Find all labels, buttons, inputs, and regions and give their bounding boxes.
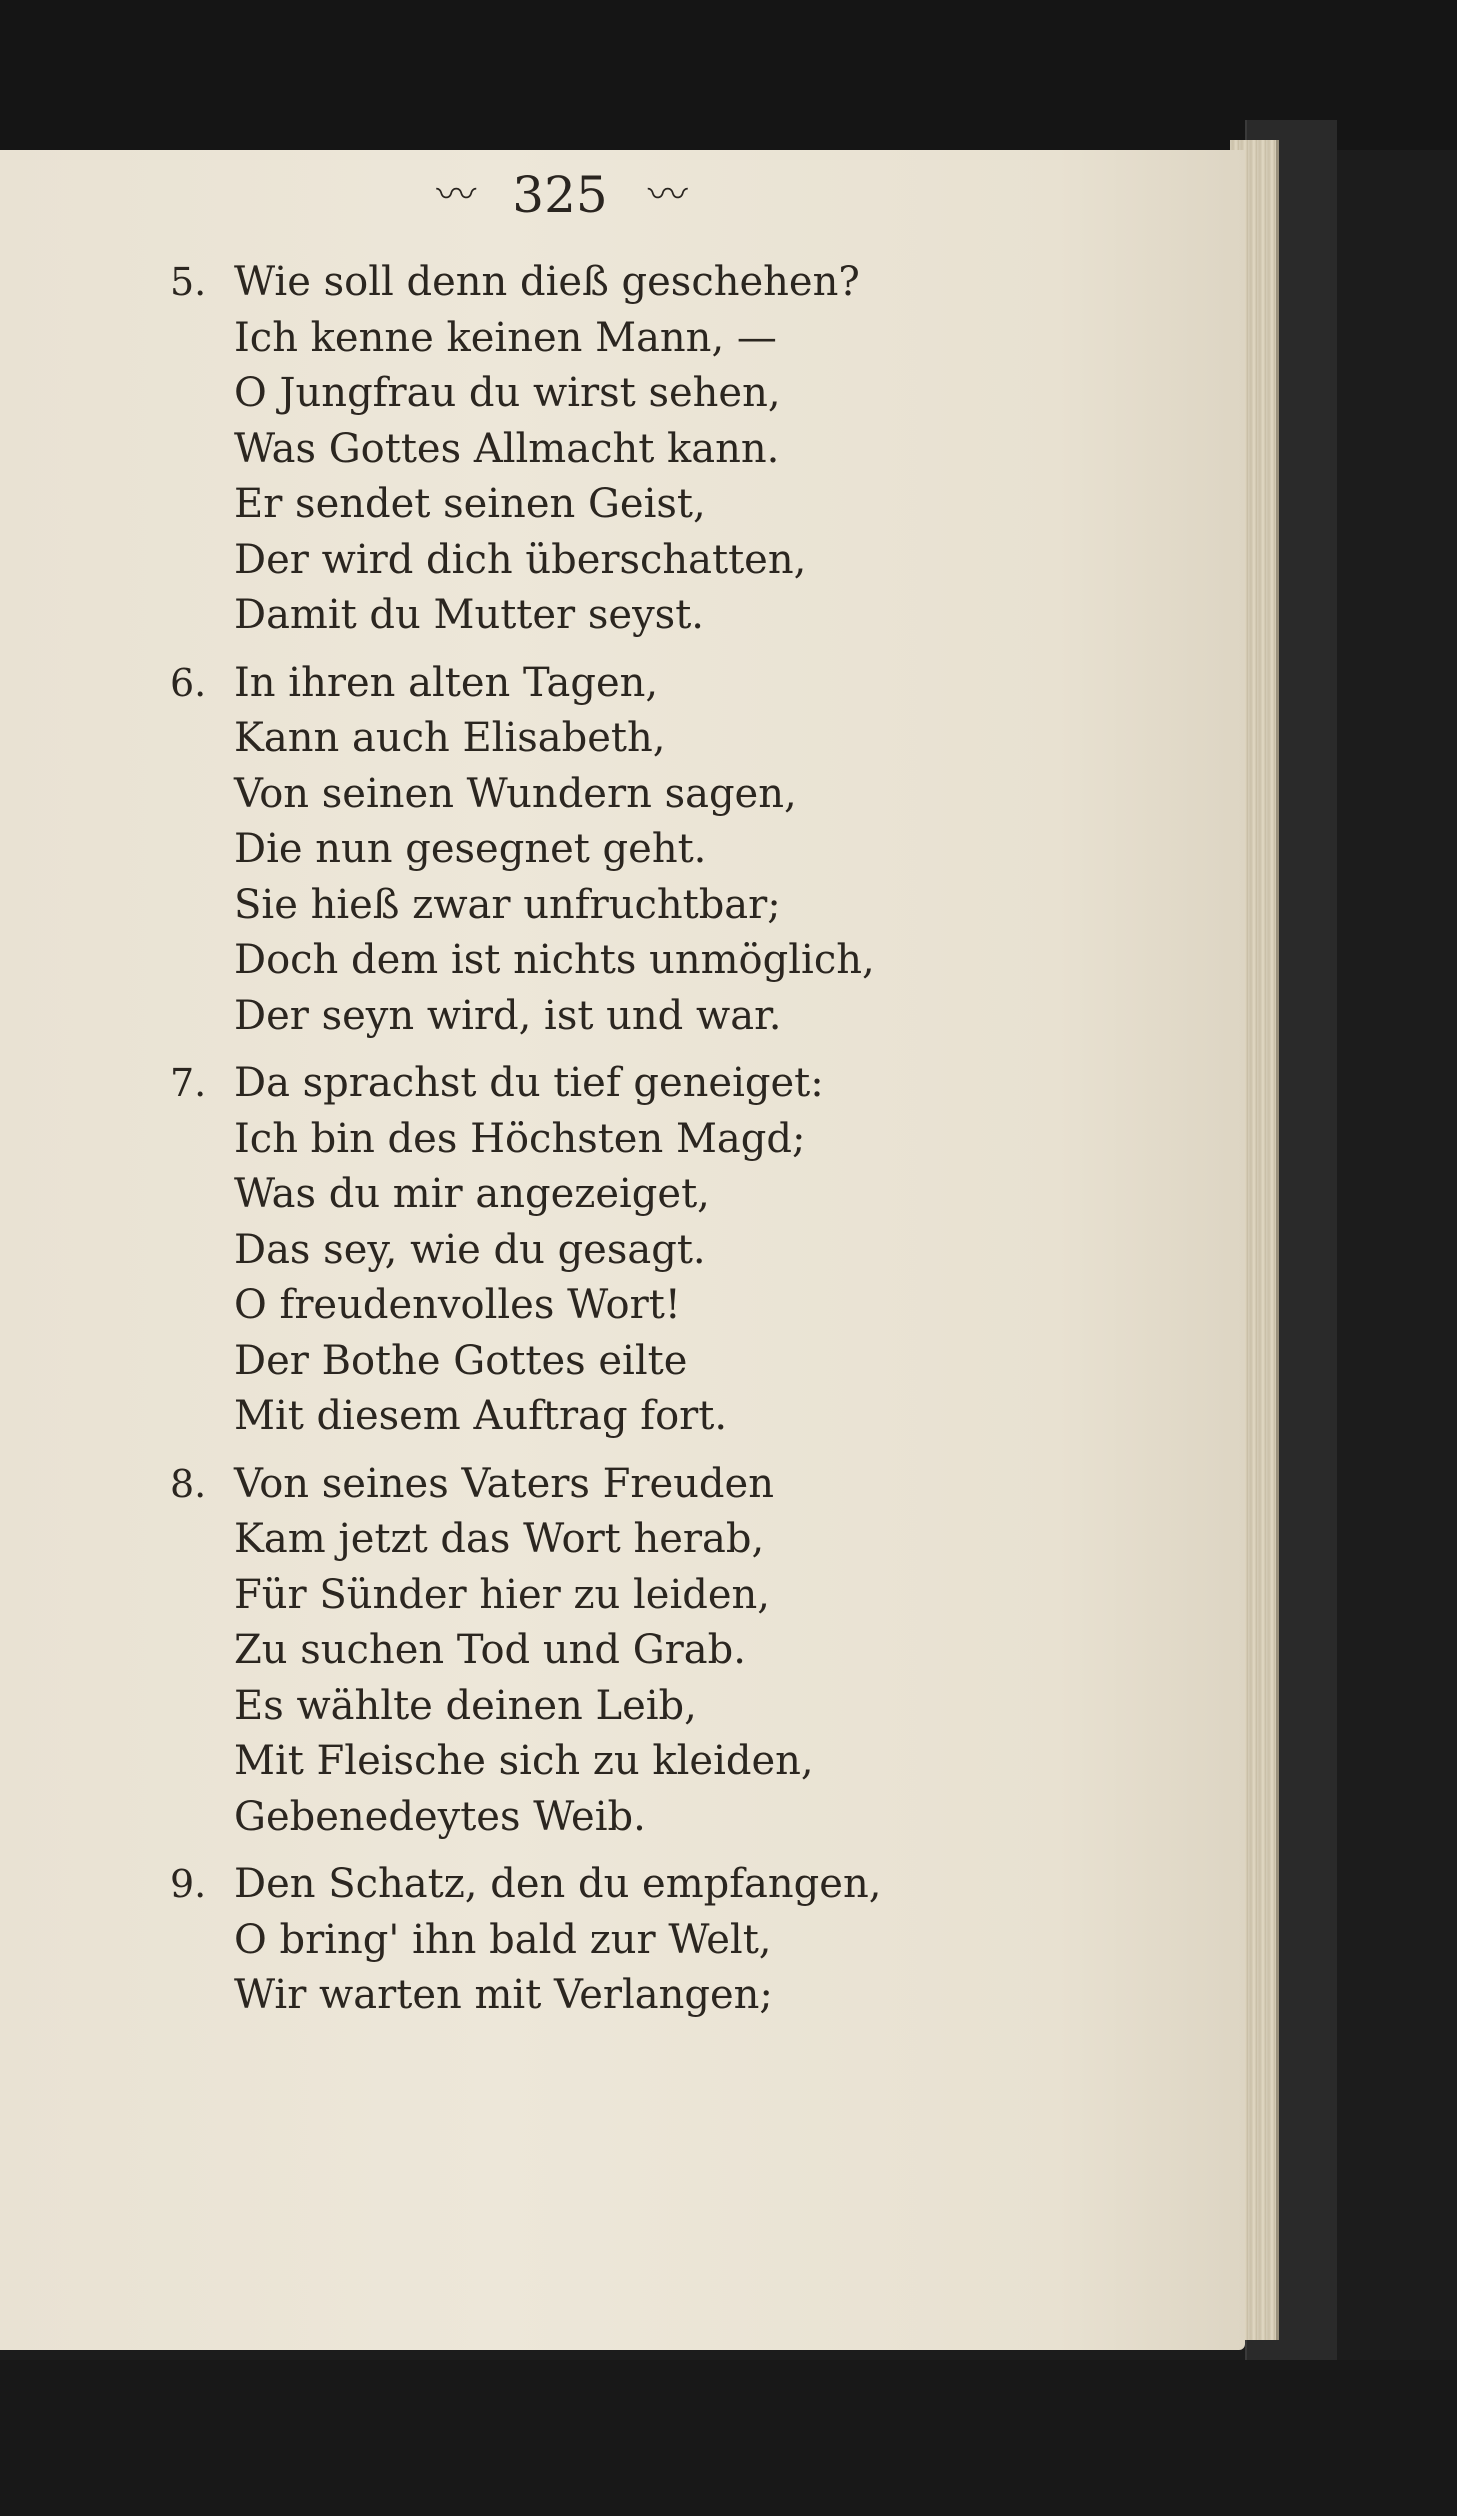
page-header bbox=[360, 160, 760, 230]
verse-text: Den Schatz, den du empfangen, bbox=[234, 1861, 882, 1907]
verse-line: Mit Fleische sich zu kleiden, bbox=[234, 1738, 814, 1784]
verse-line: O freudenvolles Wort! bbox=[234, 1282, 681, 1328]
verse-line bbox=[170, 1857, 1150, 1913]
verse-line bbox=[170, 656, 1150, 712]
stanza-number: 6. bbox=[170, 660, 207, 705]
verse-line: Die nun gesegnet geht. bbox=[234, 826, 707, 872]
verse-line: Der seyn wird, ist und war. bbox=[234, 992, 782, 1039]
verse-line: Kann auch Elisabeth, bbox=[234, 715, 666, 761]
verse-line: Für Sünder hier zu leiden, bbox=[234, 1571, 771, 1618]
verse-line: O Jungfrau du wirst sehen, bbox=[234, 370, 781, 416]
stanza-number: 9. bbox=[170, 1862, 207, 1906]
verse-line: Das sey, wie du gesagt. bbox=[234, 1226, 706, 1273]
verse-line: Zu suchen Tod und Grab. bbox=[234, 1627, 746, 1673]
stanza bbox=[170, 1857, 1150, 2024]
verse-line: Was Gottes Allmacht kann. bbox=[234, 425, 780, 472]
verse-line: Er sendet seinen Geist, bbox=[234, 481, 706, 527]
stanza-number: 8. bbox=[170, 1461, 207, 1506]
verse-line: Wir warten mit Verlangen; bbox=[234, 1972, 773, 2018]
poem-text bbox=[170, 255, 1150, 2024]
verse-text: Wie soll denn dieß geschehen? bbox=[234, 259, 860, 305]
verse-line bbox=[170, 1457, 1150, 1513]
verse-line: Mit diesem Auftrag fort. bbox=[234, 1393, 728, 1439]
verse-line: Kam jetzt das Wort herab, bbox=[234, 1516, 765, 1562]
verse-line: O bring' ihn bald zur Welt, bbox=[234, 1916, 772, 1963]
stanza-number: 7. bbox=[170, 1061, 207, 1105]
right-ornament: 〰 bbox=[647, 172, 684, 218]
verse-line: Ich bin des Höchsten Magd; bbox=[234, 1115, 806, 1162]
verse-line: Gebenedeytes Weib. bbox=[234, 1793, 646, 1840]
stanza bbox=[170, 656, 1150, 1045]
verse-text: In ihren alten Tagen, bbox=[234, 659, 659, 706]
verse-line: Von seinen Wundern sagen, bbox=[234, 770, 797, 817]
verse-line bbox=[170, 1056, 1150, 1112]
verse-line bbox=[170, 255, 1150, 311]
verse-line: Der wird dich überschatten, bbox=[234, 536, 807, 583]
stanza bbox=[170, 1457, 1150, 1846]
scan-background-top bbox=[0, 0, 1457, 150]
page-number: 325 bbox=[512, 166, 608, 224]
stanza bbox=[170, 255, 1150, 644]
verse-line: Der Bothe Gottes eilte bbox=[234, 1337, 688, 1384]
verse-line: Es wählte deinen Leib, bbox=[234, 1682, 697, 1729]
verse-line: Sie hieß zwar unfruchtbar; bbox=[234, 881, 781, 928]
verse-line: Damit du Mutter seyst. bbox=[234, 592, 704, 638]
verse-text: Da sprachst du tief geneiget: bbox=[234, 1060, 824, 1106]
scan-background-bottom bbox=[0, 2360, 1457, 2516]
stanza-number: 5. bbox=[170, 260, 207, 304]
verse-text: Von seines Vaters Freuden bbox=[234, 1460, 774, 1507]
left-ornament: 〰 bbox=[436, 172, 473, 218]
verse-line: Doch dem ist nichts unmöglich, bbox=[234, 937, 875, 983]
verse-line: Ich kenne keinen Mann, — bbox=[234, 314, 777, 361]
verse-line: Was du mir angezeiget, bbox=[234, 1171, 710, 1217]
stanza bbox=[170, 1056, 1150, 1445]
